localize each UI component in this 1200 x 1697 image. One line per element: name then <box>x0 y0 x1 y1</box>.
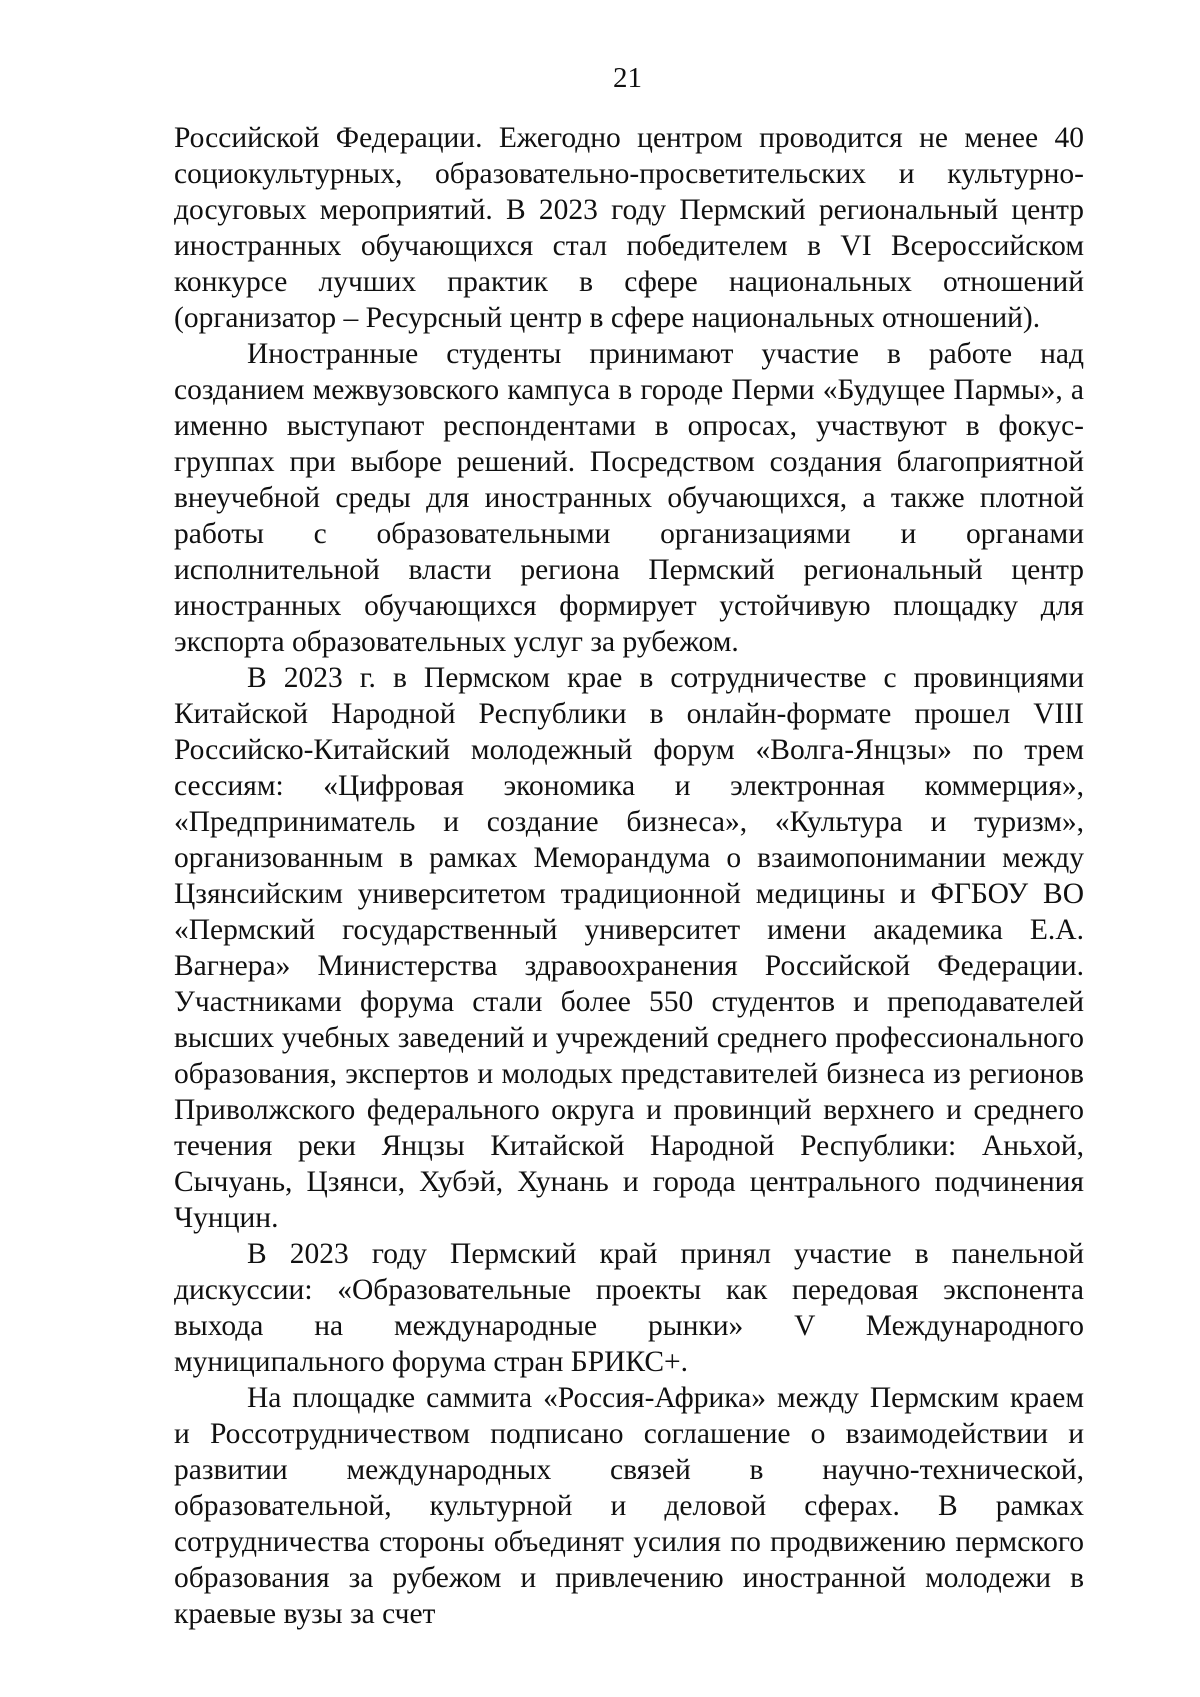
paragraph-2: Иностранные студенты принимают участие в работе над созданием межвузовского кампуса в городе Перми «Будущее Пармы», а именно выступают респондентами в опросах, участвуют в фокус-группах при выборе решений. Посредством создания благоприятной внеучебной среды для иностранных обучающихся, а также плотной работы с образовательными организациями и органами исполнительной власти региона Пермский региональный центр иностранных обучающихся формирует устойчивую площадку для экспорта образовательных услуг за рубежом. <box>174 338 1084 658</box>
paragraph-1: Российской Федерации. Ежегодно центром проводится не менее 40 социокультурных, образовательно-просветительских и культурно-досуговых мероприятий. В 2023 году Пермский региональный центр иностранных обучающихся стал победителем в VI Всероссийском конкурсе лучших практик в сфере национальных отношений (организатор – Ресурсный центр в сфере национальных отношений). <box>174 122 1084 334</box>
paragraph-4: В 2023 году Пермский край принял участие в панельной дискуссии: «Образовательные проекты как передовая экспонента выхода на международные рынки» V Международного муниципального форума стран БРИКС+. <box>174 1238 1084 1378</box>
paragraph-5: На площадке саммита «Россия-Африка» между Пермским краем и Россотрудничеством подписано соглашение о взаимодействии и развитии международных связей в научно-технической, образовательной, культурной и деловой сферах. В рамках сотрудничества стороны объединят усилия по продвижению пермского образования за рубежом и привлечению иностранной молодежи в краевые вузы за счет <box>174 1382 1084 1630</box>
document-body <box>174 120 1084 1632</box>
page-number: 21 <box>613 62 642 94</box>
paragraph-3: В 2023 г. в Пермском крае в сотрудничестве с провинциями Китайской Народной Республики в онлайн-формате прошел VIII Российско-Китайский молодежный форум «Волга-Янцзы» по трем сессиям: «Цифровая экономика и электронная коммерция», «Предприниматель и создание бизнеса», «Культура и туризм», организованным в рамках Меморандума о взаимопонимании между Цзянсийским университетом традиционной медицины и ФГБОУ ВО «Пермский государственный университет имени академика Е.А. Вагнера» Министерства здравоохранения Российской Федерации. Участниками форума стали более 550 студентов и преподавателей высших учебных заведений и учреждений среднего профессионального образования, экспертов и молодых представителей бизнеса из регионов Приволжского федерального округа и провинций верхнего и среднего течения реки Янцзы Китайской Народной Республики: Аньхой, Сычуань, Цзянси, Хубэй, Хунань и города центрального подчинения Чунцин. <box>174 662 1084 1234</box>
